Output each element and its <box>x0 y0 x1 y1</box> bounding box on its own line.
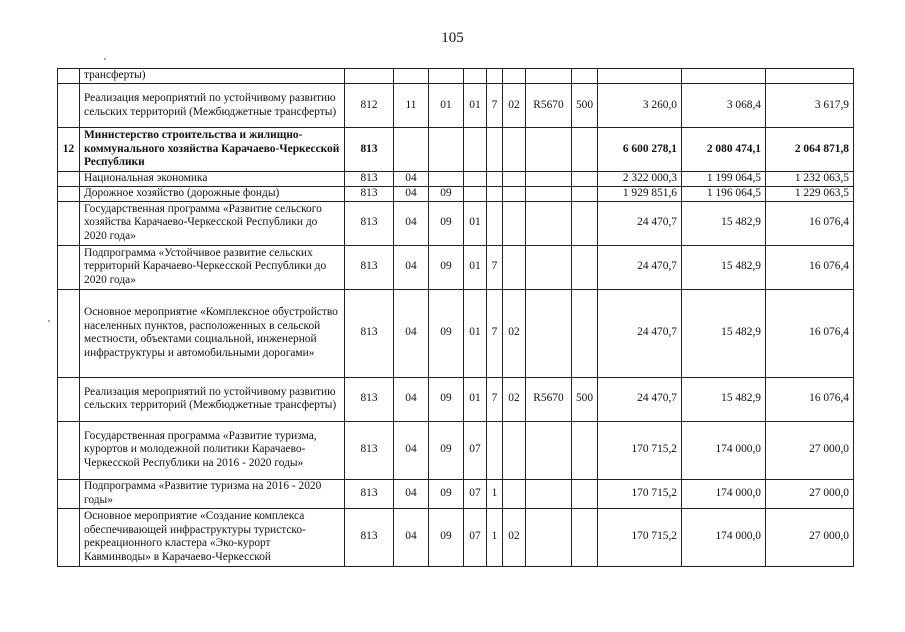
section-code-cell: 04 <box>394 172 429 187</box>
expense-type-cell: 500 <box>572 84 598 128</box>
subprogram-code-cell: 1 <box>487 479 503 508</box>
subsection-code-cell: 09 <box>429 377 464 421</box>
activity-code-cell <box>503 479 526 508</box>
expense-type-cell <box>572 187 598 202</box>
subsection-code-cell <box>429 128 464 172</box>
table-row <box>58 479 854 508</box>
section-code-cell: 04 <box>394 377 429 421</box>
section-code-cell: 04 <box>394 421 429 479</box>
expense-type-cell <box>572 289 598 377</box>
amount-year1-cell: 170 715,2 <box>598 479 682 508</box>
amount-year1-cell: 170 715,2 <box>598 421 682 479</box>
section-code-cell: 04 <box>394 201 429 245</box>
direction-code-cell: R5670 <box>526 84 572 128</box>
amount-year3-cell: 27 000,0 <box>766 479 854 508</box>
budget-table <box>57 68 854 567</box>
subsection-code-cell: 09 <box>429 289 464 377</box>
section-code-cell: 04 <box>394 245 429 289</box>
amount-year3-cell: 16 076,4 <box>766 289 854 377</box>
amount-year2-cell <box>682 69 766 84</box>
expense-type-cell <box>572 128 598 172</box>
subsection-code-cell: 09 <box>429 201 464 245</box>
direction-code-cell <box>526 479 572 508</box>
ministry-code-cell: 813 <box>345 377 394 421</box>
direction-code-cell <box>526 421 572 479</box>
table-row <box>58 508 854 566</box>
section-code-cell <box>394 69 429 84</box>
amount-year1-cell: 2 322 000,3 <box>598 172 682 187</box>
ministry-code-cell: 813 <box>345 201 394 245</box>
amount-year3-cell: 2 064 871,8 <box>766 128 854 172</box>
subprogram-code-cell <box>487 201 503 245</box>
amount-year2-cell: 1 199 064,5 <box>682 172 766 187</box>
item-name-cell: Дорожное хозяйство (дорожные фонды) <box>80 187 345 202</box>
amount-year1-cell: 1 929 851,6 <box>598 187 682 202</box>
item-name-cell: Реализация мероприятий по устойчивому развитию сельских территорий (Межбюджетные трансферты) <box>80 377 345 421</box>
direction-code-cell: R5670 <box>526 377 572 421</box>
activity-code-cell: 02 <box>503 508 526 566</box>
table-row <box>58 84 854 128</box>
program-code-cell: 01 <box>464 201 487 245</box>
amount-year2-cell: 174 000,0 <box>682 479 766 508</box>
row-number-cell <box>58 187 80 202</box>
table-row <box>58 187 854 202</box>
subprogram-code-cell <box>487 128 503 172</box>
direction-code-cell <box>526 172 572 187</box>
program-code-cell <box>464 69 487 84</box>
row-number-cell <box>58 245 80 289</box>
amount-year3-cell: 16 076,4 <box>766 245 854 289</box>
table-row <box>58 201 854 245</box>
amount-year2-cell: 15 482,9 <box>682 377 766 421</box>
subprogram-code-cell <box>487 421 503 479</box>
program-code-cell: 01 <box>464 289 487 377</box>
item-name-cell: Подпрограмма «Развитие туризма на 2016 - 2020 годы» <box>80 479 345 508</box>
amount-year1-cell: 24 470,7 <box>598 289 682 377</box>
ministry-code-cell: 813 <box>345 172 394 187</box>
subprogram-code-cell: 7 <box>487 377 503 421</box>
subprogram-code-cell <box>487 69 503 84</box>
activity-code-cell <box>503 201 526 245</box>
expense-type-cell <box>572 245 598 289</box>
expense-type-cell <box>572 421 598 479</box>
amount-year1-cell: 24 470,7 <box>598 201 682 245</box>
row-number-cell <box>58 172 80 187</box>
section-code-cell <box>394 128 429 172</box>
subsection-code-cell: 09 <box>429 479 464 508</box>
ministry-code-cell: 813 <box>345 508 394 566</box>
activity-code-cell: 02 <box>503 84 526 128</box>
amount-year3-cell: 16 076,4 <box>766 201 854 245</box>
ministry-code-cell: 813 <box>345 421 394 479</box>
expense-type-cell <box>572 508 598 566</box>
item-name-cell: Государственная программа «Развитие сельского хозяйства Карачаево-Черкесской Республики до 2020 года» <box>80 201 345 245</box>
direction-code-cell <box>526 289 572 377</box>
subprogram-code-cell: 7 <box>487 84 503 128</box>
program-code-cell: 01 <box>464 377 487 421</box>
direction-code-cell <box>526 128 572 172</box>
program-code-cell <box>464 128 487 172</box>
ministry-code-cell: 813 <box>345 187 394 202</box>
subsection-code-cell: 09 <box>429 245 464 289</box>
subprogram-code-cell: 1 <box>487 508 503 566</box>
amount-year2-cell: 2 080 474,1 <box>682 128 766 172</box>
program-code-cell: 01 <box>464 84 487 128</box>
amount-year1-cell: 3 260,0 <box>598 84 682 128</box>
table-row <box>58 377 854 421</box>
subsection-code-cell <box>429 69 464 84</box>
amount-year3-cell: 1 232 063,5 <box>766 172 854 187</box>
amount-year3-cell <box>766 69 854 84</box>
program-code-cell <box>464 187 487 202</box>
amount-year2-cell: 15 482,9 <box>682 245 766 289</box>
ministry-code-cell: 812 <box>345 84 394 128</box>
amount-year2-cell: 3 068,4 <box>682 84 766 128</box>
activity-code-cell: 02 <box>503 289 526 377</box>
item-name-cell: Основное мероприятие «Комплексное обустройство населенных пунктов, расположенных в сельской местности, объектами социальной, инженерной инфраструктуры и автомобильными дорогами» <box>80 289 345 377</box>
item-name-cell: Реализация мероприятий по устойчивому развитию сельских территорий (Межбюджетные трансферты) <box>80 84 345 128</box>
activity-code-cell <box>503 245 526 289</box>
ministry-code-cell: 813 <box>345 479 394 508</box>
amount-year2-cell: 1 196 064,5 <box>682 187 766 202</box>
section-code-cell: 04 <box>394 187 429 202</box>
ministry-code-cell <box>345 69 394 84</box>
amount-year1-cell: 170 715,2 <box>598 508 682 566</box>
section-code-cell: 04 <box>394 479 429 508</box>
subprogram-code-cell <box>487 172 503 187</box>
amount-year1-cell: 24 470,7 <box>598 377 682 421</box>
direction-code-cell <box>526 508 572 566</box>
subsection-code-cell: 09 <box>429 508 464 566</box>
amount-year1-cell: 6 600 278,1 <box>598 128 682 172</box>
program-code-cell: 07 <box>464 421 487 479</box>
table-row <box>58 245 854 289</box>
subsection-code-cell: 09 <box>429 187 464 202</box>
expense-type-cell: 500 <box>572 377 598 421</box>
scan-speck <box>48 320 50 322</box>
expense-type-cell <box>572 172 598 187</box>
subprogram-code-cell: 7 <box>487 245 503 289</box>
item-name-cell: Национальная экономика <box>80 172 345 187</box>
activity-code-cell <box>503 128 526 172</box>
row-number-cell <box>58 377 80 421</box>
activity-code-cell <box>503 421 526 479</box>
direction-code-cell <box>526 201 572 245</box>
subsection-code-cell: 09 <box>429 421 464 479</box>
subprogram-code-cell: 7 <box>487 289 503 377</box>
activity-code-cell <box>503 187 526 202</box>
amount-year2-cell: 15 482,9 <box>682 201 766 245</box>
program-code-cell: 07 <box>464 479 487 508</box>
table-row <box>58 289 854 377</box>
section-code-cell: 04 <box>394 508 429 566</box>
amount-year1-cell: 24 470,7 <box>598 245 682 289</box>
row-number-cell <box>58 479 80 508</box>
row-number-cell <box>58 289 80 377</box>
program-code-cell: 01 <box>464 245 487 289</box>
amount-year3-cell: 27 000,0 <box>766 421 854 479</box>
subprogram-code-cell <box>487 187 503 202</box>
page-number: 105 <box>441 30 464 46</box>
direction-code-cell <box>526 69 572 84</box>
row-number-cell <box>58 69 80 84</box>
row-number-cell <box>58 508 80 566</box>
item-name-cell: Государственная программа «Развитие туризма, курортов и молодежной политики Карачаево-Черкесской Республики на 2016 - 2020 годы» <box>80 421 345 479</box>
row-number-cell <box>58 201 80 245</box>
scan-speck <box>104 58 106 60</box>
activity-code-cell: 02 <box>503 377 526 421</box>
expense-type-cell <box>572 69 598 84</box>
ministry-code-cell: 813 <box>345 245 394 289</box>
table-row <box>58 421 854 479</box>
expense-type-cell <box>572 479 598 508</box>
table-row <box>58 172 854 187</box>
row-number-cell <box>58 421 80 479</box>
direction-code-cell <box>526 245 572 289</box>
program-code-cell: 07 <box>464 508 487 566</box>
table-row <box>58 69 854 84</box>
row-number-cell <box>58 84 80 128</box>
amount-year1-cell <box>598 69 682 84</box>
section-code-cell: 04 <box>394 289 429 377</box>
amount-year2-cell: 174 000,0 <box>682 508 766 566</box>
amount-year3-cell: 16 076,4 <box>766 377 854 421</box>
direction-code-cell <box>526 187 572 202</box>
amount-year2-cell: 15 482,9 <box>682 289 766 377</box>
amount-year3-cell: 1 229 063,5 <box>766 187 854 202</box>
section-code-cell: 11 <box>394 84 429 128</box>
program-code-cell <box>464 172 487 187</box>
amount-year3-cell: 27 000,0 <box>766 508 854 566</box>
activity-code-cell <box>503 69 526 84</box>
item-name-cell: Подпрограмма «Устойчивое развитие сельских территорий Карачаево-Черкесской Республики до 2020 года» <box>80 245 345 289</box>
activity-code-cell <box>503 172 526 187</box>
table-row <box>58 128 854 172</box>
expense-type-cell <box>572 201 598 245</box>
row-number-cell: 12 <box>58 128 80 172</box>
subsection-code-cell <box>429 172 464 187</box>
item-name-cell: трансферты) <box>80 69 345 84</box>
amount-year3-cell: 3 617,9 <box>766 84 854 128</box>
item-name-cell: Основное мероприятие «Создание комплекса обеспечивающей инфраструктуры туристско-рекреационного кластера «Эко-курорт Кавминводы» в Карачаево-Черкесской <box>80 508 345 566</box>
ministry-code-cell: 813 <box>345 128 394 172</box>
ministry-code-cell: 813 <box>345 289 394 377</box>
amount-year2-cell: 174 000,0 <box>682 421 766 479</box>
item-name-cell: Министерство строительства и жилищно-коммунального хозяйства Карачаево-Черкесской Республики <box>80 128 345 172</box>
subsection-code-cell: 01 <box>429 84 464 128</box>
